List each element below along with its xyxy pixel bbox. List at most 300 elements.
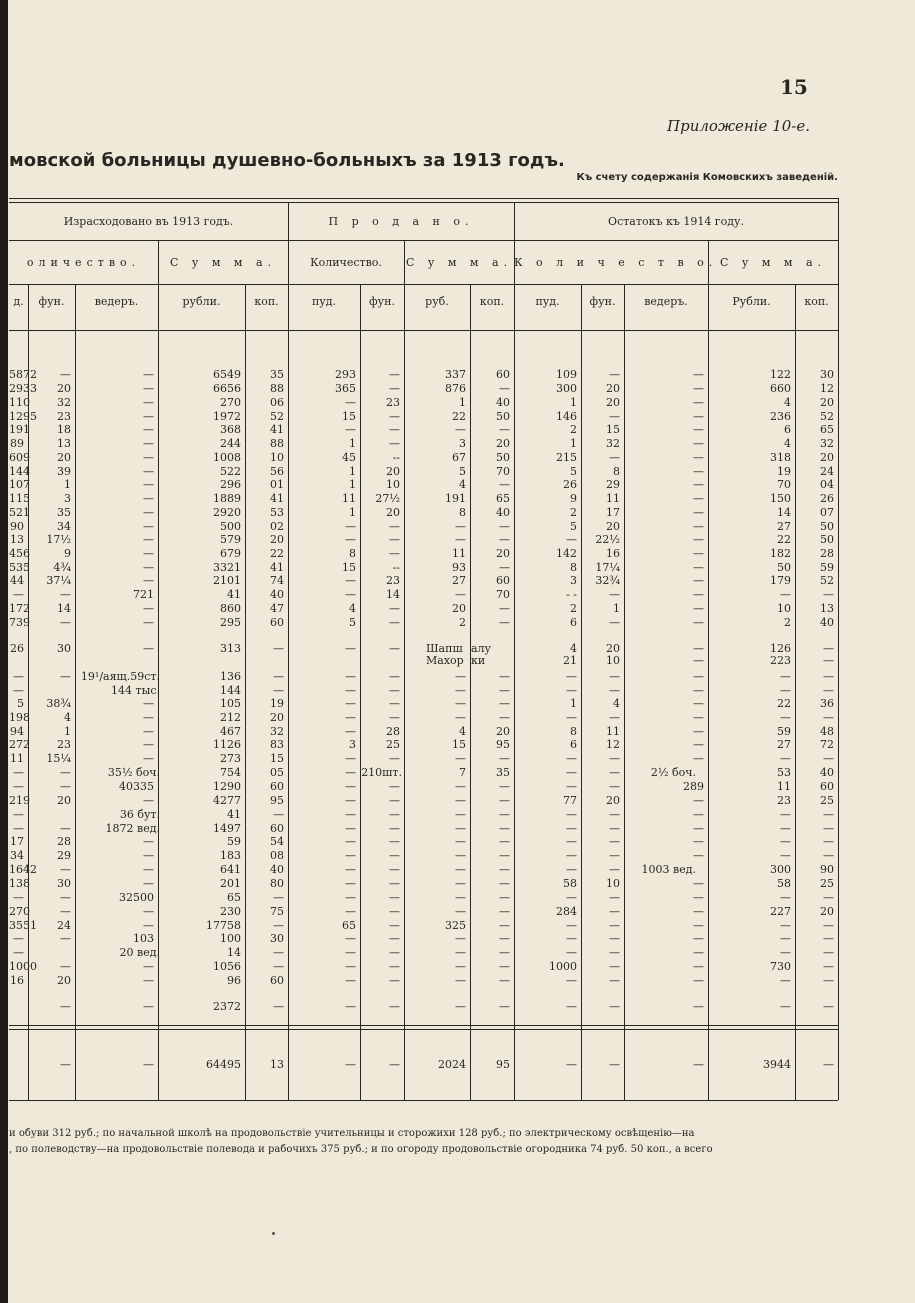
table-cell: —	[693, 752, 704, 765]
table-cell: 660	[770, 382, 791, 395]
table-cell: —	[566, 752, 577, 765]
table-cell: 20	[606, 794, 620, 807]
table-cell: —	[13, 766, 24, 779]
table-cell: 3321	[213, 561, 241, 574]
table-cell: —	[693, 960, 704, 973]
table-cell: —	[389, 642, 400, 655]
table-cell: 876	[445, 382, 466, 395]
table-cell: 2	[459, 616, 466, 629]
table-cell: 8	[349, 547, 356, 560]
header-sum-spent: С у м м а.	[169, 256, 277, 269]
table-cell: 20	[386, 465, 400, 478]
table-cell: —	[389, 437, 400, 450]
table-cell: 50	[496, 410, 510, 423]
table-cell: 115	[9, 492, 30, 505]
table-cell: —	[345, 766, 356, 779]
table-cell: 754	[220, 766, 241, 779]
table-cell: 41	[270, 561, 284, 574]
table-cell: —	[389, 905, 400, 918]
table-cell: 13	[10, 533, 24, 546]
table-cell: 456	[9, 547, 30, 560]
table-cell: —	[143, 697, 154, 710]
table-cell: 1056	[213, 960, 241, 973]
table-cell: —	[499, 919, 510, 932]
table-cell: —	[143, 974, 154, 987]
table-cell: —	[823, 654, 834, 667]
table-cell: —	[780, 670, 791, 683]
table-cell: —	[609, 368, 620, 381]
column-header: фун.	[38, 295, 65, 308]
table-cell: —	[693, 1000, 704, 1013]
table-cell: —	[693, 849, 704, 862]
table-cell: —	[693, 946, 704, 959]
table-cell: —	[345, 670, 356, 683]
table-cell: —	[143, 506, 154, 519]
table-cell: 142	[556, 547, 577, 560]
table-cell: 6	[570, 738, 577, 751]
footnote-line: и обуви 312 руб.; по начальной школѣ на продовольствіе учительницы и сторожихи 128 руб.; по электрическому освѣщенію—на	[9, 1128, 695, 1139]
total-cell: —	[823, 1058, 834, 1071]
table-cell: 4	[459, 478, 466, 491]
table-cell: 45	[342, 451, 356, 464]
table-cell: —	[499, 822, 510, 835]
table-cell: 89	[10, 437, 24, 450]
table-cell: 467	[220, 725, 241, 738]
table-cell: 179	[770, 574, 791, 587]
table-cell: 20	[452, 602, 466, 615]
table-cell: 34	[10, 849, 24, 862]
table-cell: —	[499, 932, 510, 945]
table-cell: 50	[777, 561, 791, 574]
table-cell: 9	[64, 547, 71, 560]
table-cell: 77	[563, 794, 577, 807]
table-cell: 219	[9, 794, 30, 807]
table-cell: —	[499, 423, 510, 436]
table-cell: —	[780, 684, 791, 697]
total-rule	[9, 1025, 838, 1026]
table-cell: 10	[606, 877, 620, 890]
table-cell: —	[143, 451, 154, 464]
table-cell: 1	[64, 725, 71, 738]
table-cell: —	[609, 891, 620, 904]
table-cell: —	[143, 561, 154, 574]
table-cell: 07	[820, 506, 834, 519]
table-cell: —	[693, 478, 704, 491]
table-cell: 20	[820, 451, 834, 464]
table-cell: 90	[10, 520, 24, 533]
table-cell: —	[455, 877, 466, 890]
table-cell: —	[566, 891, 577, 904]
table-cell: 11	[10, 752, 24, 765]
table-cell: —	[609, 974, 620, 987]
table-cell: —	[455, 932, 466, 945]
table-cell: 144 тыс.	[111, 684, 160, 697]
table-cell: —	[823, 919, 834, 932]
table-cell: —	[60, 932, 71, 945]
table-cell: 56	[270, 465, 284, 478]
table-cell: 730	[770, 960, 791, 973]
table-cell: —	[143, 465, 154, 478]
table-cell: 65	[227, 891, 241, 904]
table-cell: 20	[270, 533, 284, 546]
header-spent: Израсходовано въ 1913 годъ.	[63, 215, 234, 228]
table-cell: —	[693, 368, 704, 381]
total-cell: 2024	[438, 1058, 466, 1071]
table-cell: —	[389, 974, 400, 987]
table-cell: —	[345, 877, 356, 890]
table-cell: —	[345, 588, 356, 601]
table-cell: 53	[270, 506, 284, 519]
table-cell: 24	[57, 919, 71, 932]
table-cell: —	[389, 877, 400, 890]
table-cell: 4	[613, 697, 620, 710]
table-cell: —	[780, 1000, 791, 1013]
column-header: ведеръ.	[644, 295, 688, 308]
table-cell: 126	[770, 642, 791, 655]
table-cell: 94	[10, 725, 24, 738]
table-cell: 11	[777, 780, 791, 793]
table-cell: 01	[270, 478, 284, 491]
table-cell: 19	[777, 465, 791, 478]
table-cell: —	[693, 905, 704, 918]
table-cell: 44	[10, 574, 24, 587]
table-cell: —	[693, 932, 704, 945]
table-cell: —	[693, 382, 704, 395]
table-cell: —	[345, 808, 356, 821]
table-cell: —	[389, 1000, 400, 1013]
table-cell: 26	[10, 642, 24, 655]
table-cell: 9	[570, 492, 577, 505]
table-cell: —	[389, 808, 400, 821]
table-cell: —	[13, 670, 24, 683]
table-cell: —	[13, 808, 24, 821]
table-cell: 18	[57, 423, 71, 436]
table-cell: —	[389, 547, 400, 560]
table-cell: 23	[57, 410, 71, 423]
table-cell: —	[455, 946, 466, 959]
table-cell: —	[823, 891, 834, 904]
total-cell: —	[566, 1058, 577, 1071]
table-cell: —	[143, 478, 154, 491]
table-cell: 1	[570, 396, 577, 409]
table-cell: —	[345, 835, 356, 848]
table-cell: 59	[227, 835, 241, 848]
table-cell: —	[455, 423, 466, 436]
table-cell: 1	[613, 602, 620, 615]
table-cell: —	[345, 946, 356, 959]
table-cell: —	[455, 1000, 466, 1013]
table-cell: —	[455, 808, 466, 821]
table-cell: 150	[770, 492, 791, 505]
table-cell: 522	[220, 465, 241, 478]
table-cell: —	[499, 780, 510, 793]
table-cell: 17½	[46, 533, 71, 546]
table-cell: 8	[459, 506, 466, 519]
table-cell: 6549	[213, 368, 241, 381]
table-cell: —	[499, 835, 510, 848]
table-cell: 90	[820, 863, 834, 876]
table-cell: 1290	[213, 780, 241, 793]
table-cell: 95	[496, 738, 510, 751]
table-cell: 10	[777, 602, 791, 615]
table-cell: —	[345, 684, 356, 697]
table-cell: 04	[820, 478, 834, 491]
table-cell: 210шт.	[361, 766, 402, 779]
table-cell: —	[455, 684, 466, 697]
page-number: 15	[780, 75, 808, 99]
table-cell: 236	[770, 410, 791, 423]
table-cell: 17¼	[595, 561, 620, 574]
table-cell: —	[780, 835, 791, 848]
table-cell: 32	[270, 725, 284, 738]
table-cell: 74	[270, 574, 284, 587]
table-cell: —	[143, 410, 154, 423]
table-cell: —	[566, 974, 577, 987]
table-cell: —	[345, 396, 356, 409]
table-cell: —	[823, 974, 834, 987]
table-cell: —	[455, 588, 466, 601]
table-cell: 24	[820, 465, 834, 478]
table-cell: 144	[220, 684, 241, 697]
table-cell: —	[780, 891, 791, 904]
table-cell: 35	[57, 506, 71, 519]
table-cell: 23	[386, 396, 400, 409]
header-qty-remain: К о л и ч е с т в о.	[514, 256, 718, 269]
footnote-line: , по полеводству—на продовольствіе полевода и рабочихъ 375 руб.; и по огороду продовольствіе огородника 74 руб. 50 коп., а всего	[9, 1144, 713, 1155]
table-cell: 284	[556, 905, 577, 918]
table-cell: —	[60, 1000, 71, 1013]
table-cell: 30	[270, 932, 284, 945]
table-cell: 293	[335, 368, 356, 381]
table-cell: —	[693, 520, 704, 533]
table-cell: 16	[606, 547, 620, 560]
table-cell: 2	[570, 602, 577, 615]
table-cell: —	[693, 822, 704, 835]
table-cell: —	[823, 932, 834, 945]
table-cell: 41	[227, 808, 241, 821]
table-cell: 4¾	[53, 561, 71, 574]
table-cell: 32	[820, 437, 834, 450]
table-cell: —	[345, 905, 356, 918]
table-cell: 2101	[213, 574, 241, 587]
table-cell: 138	[9, 877, 30, 890]
table-cell: 23	[386, 574, 400, 587]
table-cell: 10	[270, 451, 284, 464]
table-cell: 20	[57, 451, 71, 464]
table-cell: 212	[220, 711, 241, 724]
table-cell: —	[13, 891, 24, 904]
table-cell: —	[143, 1000, 154, 1013]
table-cell: —	[823, 684, 834, 697]
table-cell: —	[60, 905, 71, 918]
table-cell: —	[566, 835, 577, 848]
table-cell: —	[823, 642, 834, 655]
table-cell: —	[389, 752, 400, 765]
table-cell: 4	[349, 602, 356, 615]
column-header: коп.	[479, 295, 505, 308]
table-cell: 17758	[206, 919, 241, 932]
table-cell: 273	[220, 752, 241, 765]
table-cell: 52	[820, 410, 834, 423]
table-cell: 34	[57, 520, 71, 533]
column-header: коп.	[254, 295, 279, 308]
table-cell: —	[780, 822, 791, 835]
table-cell: 1497	[213, 822, 241, 835]
table-cell: —	[499, 808, 510, 821]
table-cell: 72	[820, 738, 834, 751]
table-cell: 35	[496, 766, 510, 779]
table-cell: —	[609, 410, 620, 423]
table-cell: 25	[820, 877, 834, 890]
table-cell: —	[693, 561, 704, 574]
table-cell: 2920	[213, 506, 241, 519]
table-cell: 227	[770, 905, 791, 918]
table-cell: —	[60, 616, 71, 629]
table-cell: 10	[606, 654, 620, 667]
table-cell: 105	[220, 697, 241, 710]
table-cell: 8	[570, 561, 577, 574]
table-cell: 641	[220, 863, 241, 876]
total-cell: —	[60, 1058, 71, 1071]
table-cell: 1000	[549, 960, 577, 973]
table-cell: 20	[496, 437, 510, 450]
table-cell: —	[13, 946, 24, 959]
table-cell: —	[693, 506, 704, 519]
total-cell: —	[693, 1058, 704, 1071]
table-cell: 20	[270, 711, 284, 724]
table-cell: —	[693, 919, 704, 932]
table-cell: —	[609, 684, 620, 697]
table-cell: —	[780, 588, 791, 601]
table-cell: —	[455, 711, 466, 724]
table-cell: —	[455, 780, 466, 793]
table-cell: —	[389, 410, 400, 423]
table-cell: 15	[270, 752, 284, 765]
table-cell: 5872	[9, 368, 37, 381]
table-cell: —	[389, 780, 400, 793]
table-cell: —	[143, 877, 154, 890]
column-header: фун.	[589, 295, 616, 308]
column-header: ведеръ.	[94, 295, 139, 308]
table-cell: 100	[220, 932, 241, 945]
table-cell: 13	[820, 602, 834, 615]
table-top-rule-double	[9, 202, 838, 203]
table-cell: 83	[270, 738, 284, 751]
table-cell: —	[389, 794, 400, 807]
table-cell: —	[693, 437, 704, 450]
header-rule-1	[9, 240, 838, 241]
table-cell: 02	[270, 520, 284, 533]
table-cell: 88	[270, 437, 284, 450]
table-cell: 270	[9, 905, 30, 918]
table-cell: 1642	[9, 863, 37, 876]
table-cell: —	[143, 738, 154, 751]
table-cell: 679	[220, 547, 241, 560]
table-cell: —	[143, 423, 154, 436]
table-cell: 40	[496, 506, 510, 519]
table-cell: 16	[10, 974, 24, 987]
total-cell: 95	[496, 1058, 510, 1071]
table-cell: —	[823, 808, 834, 821]
table-cell: 41	[227, 588, 241, 601]
table-cell: —	[345, 849, 356, 862]
table-cell: 22	[270, 547, 284, 560]
table-cell: —	[345, 780, 356, 793]
table-cell: —	[780, 808, 791, 821]
table-cell: 201	[220, 877, 241, 890]
table-cell: 25	[386, 738, 400, 751]
table-cell: 27½	[375, 492, 400, 505]
table-cell: 27	[777, 738, 791, 751]
page-title: мовской больницы душевно-больныхъ за 1913 годъ.	[9, 150, 565, 171]
table-cell: 47	[270, 602, 284, 615]
table-cell: 50	[820, 520, 834, 533]
table-cell: 88	[270, 382, 284, 395]
table-cell: —	[13, 822, 24, 835]
table-cell: —	[143, 574, 154, 587]
table-cell: —	[609, 1000, 620, 1013]
table-cell: —	[143, 533, 154, 546]
table-cell: 5	[570, 465, 577, 478]
table-cell: —	[693, 574, 704, 587]
table-cell: 15	[606, 423, 620, 436]
table-cell: Шапш	[426, 642, 463, 655]
table-cell: —	[273, 891, 284, 904]
table-cell: —	[345, 697, 356, 710]
table-cell: 27	[777, 520, 791, 533]
table-cell: —	[389, 932, 400, 945]
table-cell: —	[143, 711, 154, 724]
table-cell: 4	[570, 642, 577, 655]
table-cell: 95	[270, 794, 284, 807]
column-header: пуд.	[535, 295, 560, 308]
table-cell: —	[455, 849, 466, 862]
table-cell: —	[693, 697, 704, 710]
table-cell: —	[345, 520, 356, 533]
table-cell: 325	[445, 919, 466, 932]
table-cell: 21	[563, 654, 577, 667]
table-cell: —	[823, 835, 834, 848]
table-cell: 32	[606, 437, 620, 450]
table-cell: —	[60, 822, 71, 835]
table-cell: 40	[820, 766, 834, 779]
table-cell: 1889	[213, 492, 241, 505]
table-cell: 14	[777, 506, 791, 519]
table-cell: 20	[606, 396, 620, 409]
table-cell: —	[499, 1000, 510, 1013]
table-cell: 4	[784, 437, 791, 450]
table-cell: —	[823, 822, 834, 835]
table-cell: 32	[57, 396, 71, 409]
table-cell: —	[693, 451, 704, 464]
table-cell: 8	[570, 725, 577, 738]
header-remain: Остатокъ къ 1914 году.	[608, 215, 744, 228]
table-cell: 19¹/аящ.59ст.	[80, 670, 160, 683]
table-cell: 06	[270, 396, 284, 409]
table-cell: --	[392, 451, 400, 464]
table-cell: 1972	[213, 410, 241, 423]
table-cell: —	[273, 919, 284, 932]
table-cell: —	[60, 960, 71, 973]
table-cell: - -	[566, 588, 577, 601]
table-cell: —	[60, 891, 71, 904]
table-cell: —	[389, 863, 400, 876]
table-cell: —	[345, 891, 356, 904]
table-cell: 4	[459, 725, 466, 738]
table-cell: 14	[227, 946, 241, 959]
table-cell: 29	[606, 478, 620, 491]
table-cell: 4	[64, 711, 71, 724]
